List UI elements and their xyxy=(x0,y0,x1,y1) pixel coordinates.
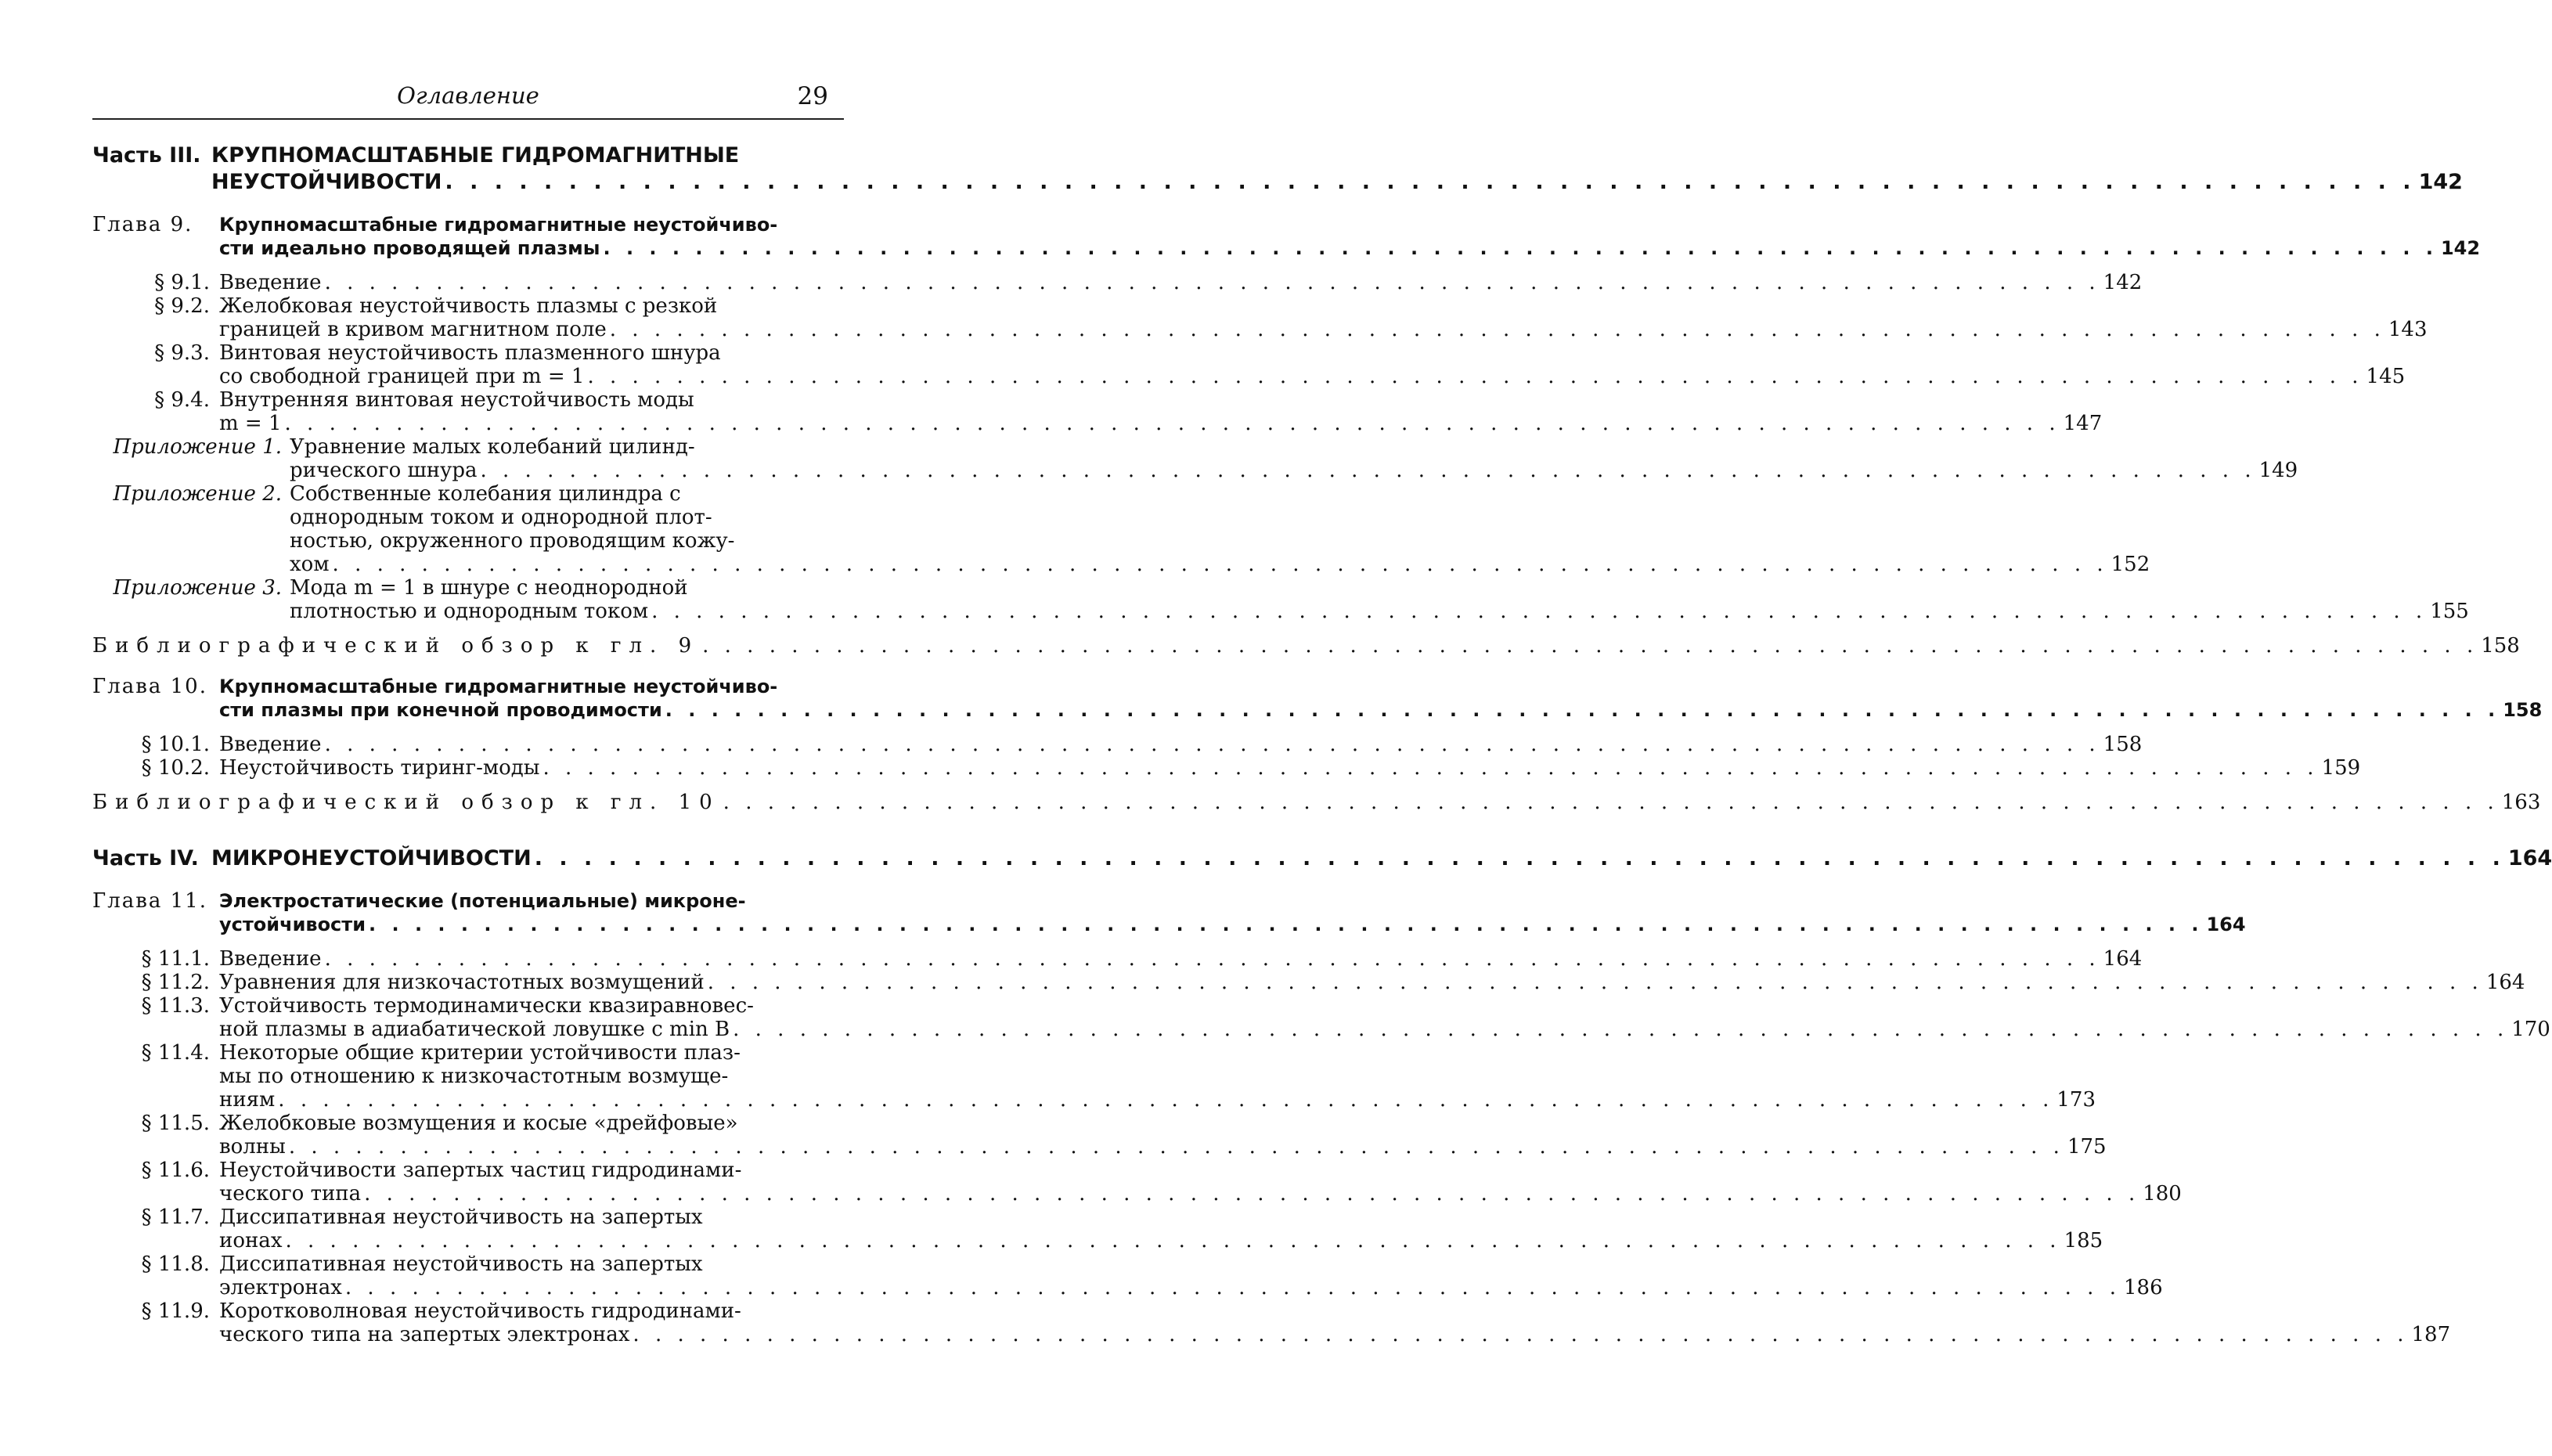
section-title: m = 1 xyxy=(219,412,282,435)
page-header xyxy=(92,82,844,120)
toc-section-10-2[interactable] xyxy=(92,756,2361,780)
section-title: Уравнения для низкочастотных возмущений xyxy=(219,971,705,994)
table-of-contents xyxy=(92,142,2552,1346)
section-title: Диссипативная неустойчивость на запертых xyxy=(219,1252,703,1276)
page-ref: 164 xyxy=(2507,846,2552,870)
running-title: Оглавление xyxy=(397,82,539,109)
bibliography-title: Библиографический обзор к гл. 10 xyxy=(92,791,720,814)
section-title: Диссипативная неустойчивость на запертых xyxy=(219,1206,703,1229)
page-ref: 159 xyxy=(2321,756,2361,780)
chapter-label: Глава 10. xyxy=(92,675,207,698)
section-title: Желобковые возмущения и косые «дрейфовые» xyxy=(219,1112,738,1135)
section-number: § 11.6. xyxy=(141,1159,210,1182)
appendix-label: Приложение 1. xyxy=(113,435,282,459)
toc-chapter-9[interactable] xyxy=(92,213,2481,260)
page-number: 29 xyxy=(797,82,828,110)
section-title: волны xyxy=(219,1135,286,1159)
toc-section-11-7[interactable] xyxy=(92,1206,2103,1252)
section-title: Неустойчивость тиринг-моды xyxy=(219,756,540,780)
toc-bibliography-ch10[interactable] xyxy=(92,791,2541,814)
section-number: § 11.7. xyxy=(141,1206,210,1229)
section-title: Введение xyxy=(219,733,322,756)
section-title: Желобковая неустойчивость плазмы с резкой xyxy=(219,294,718,318)
section-number: § 11.5. xyxy=(141,1112,210,1135)
chapter-label: Глава 9. xyxy=(92,213,193,236)
page-ref: 143 xyxy=(2388,318,2428,341)
page-ref: 164 xyxy=(2103,947,2143,971)
part-title-line: КРУПНОМАСШТАБНЫЕ ГИДРОМАГНИТНЫЕ xyxy=(211,143,740,168)
toc-appendix-2[interactable] xyxy=(92,482,2150,576)
section-title: Неустойчивости запертых частиц гидродинами- xyxy=(219,1159,742,1182)
appendix-title: ностью, окруженного проводящим кожу- xyxy=(290,529,735,553)
section-title: Введение xyxy=(219,271,322,294)
page-ref: 142 xyxy=(2418,170,2463,194)
page-ref: 149 xyxy=(2258,459,2298,482)
toc-section-9-4[interactable] xyxy=(92,388,2103,435)
toc-section-11-6[interactable] xyxy=(92,1159,2182,1206)
section-number: § 11.3. xyxy=(141,994,210,1018)
section-title: границей в кривом магнитном поле xyxy=(219,318,607,341)
section-title: ческого типа xyxy=(219,1182,362,1206)
toc-chapter-10[interactable] xyxy=(92,675,2543,722)
part-title-line: МИКРОНЕУСТОЙЧИВОСТИ xyxy=(211,846,532,870)
page-ref: 170 xyxy=(2511,1018,2550,1041)
chapter-title-line: сти плазмы при конечной проводимости xyxy=(219,699,662,721)
chapter-title-line: Крупномасштабные гидромагнитные неустойчиво- xyxy=(219,214,778,236)
page-ref: 185 xyxy=(2064,1229,2103,1252)
section-title: Внутренняя винтовая неустойчивость моды xyxy=(219,388,694,412)
chapter-title-line: Крупномасштабные гидромагнитные неустойчиво- xyxy=(219,676,778,697)
section-number: § 9.2. xyxy=(154,294,210,318)
section-title: ной плазмы в адиабатической ловушке с min B xyxy=(219,1018,730,1041)
page-ref: 142 xyxy=(2440,237,2481,259)
toc-section-11-8[interactable] xyxy=(92,1252,2163,1299)
page-ref: 158 xyxy=(2103,733,2143,756)
page-ref: 164 xyxy=(2485,971,2525,994)
appendix-title: однородным током и однородной плот- xyxy=(290,506,712,529)
chapter-title-line: Электростатические (потенциальные) микроне- xyxy=(219,890,746,912)
toc-section-9-2[interactable] xyxy=(92,294,2428,341)
appendix-title: рического шнура xyxy=(290,459,478,482)
appendix-title: Собственные колебания цилиндра с xyxy=(290,482,681,506)
section-number: § 10.1. xyxy=(141,733,210,756)
chapter-title-line: устойчивости xyxy=(219,914,366,935)
section-number: § 11.4. xyxy=(141,1041,210,1065)
appendix-title: Уравнение малых колебаний цилинд- xyxy=(290,435,695,459)
section-title: Некоторые общие критерии устойчивости плаз- xyxy=(219,1041,741,1065)
page-ref: 163 xyxy=(2501,791,2541,814)
section-title: Устойчивость термодинамически квазиравновес- xyxy=(219,994,754,1018)
section-title: Винтовая неустойчивость плазменного шнура xyxy=(219,341,721,365)
section-title: ниям xyxy=(219,1088,276,1112)
section-number: § 11.1. xyxy=(141,947,210,971)
part-label: Часть III. xyxy=(92,143,201,168)
section-number: § 9.1. xyxy=(154,271,210,294)
section-number: § 9.3. xyxy=(154,341,210,365)
toc-appendix-1[interactable] xyxy=(92,435,2298,482)
page-ref: 158 xyxy=(2481,634,2520,658)
page-ref: 152 xyxy=(2110,553,2150,576)
section-title: со свободной границей при m = 1 xyxy=(219,365,585,388)
section-number: § 11.8. xyxy=(141,1252,210,1276)
section-title: мы по отношению к низкочастотным возмуще- xyxy=(219,1065,729,1088)
appendix-label: Приложение 3. xyxy=(113,576,282,600)
page-ref: 180 xyxy=(2143,1182,2182,1206)
page-ref: 186 xyxy=(2123,1276,2163,1299)
toc-section-11-3[interactable] xyxy=(92,994,2550,1041)
appendix-label: Приложение 2. xyxy=(113,482,282,506)
page-ref: 155 xyxy=(2430,600,2469,623)
chapter-title-line: сти идеально проводящей плазмы xyxy=(219,237,600,259)
toc-section-11-9[interactable] xyxy=(92,1299,2451,1346)
page-ref: 158 xyxy=(2503,699,2543,721)
toc-section-10-1[interactable] xyxy=(92,733,2143,756)
bibliography-title: Библиографический обзор к гл. 9 xyxy=(92,634,700,658)
toc-part-3[interactable] xyxy=(92,142,2463,196)
page-ref: 147 xyxy=(2063,412,2103,435)
toc-section-11-2[interactable] xyxy=(92,971,2525,994)
header-rule xyxy=(92,118,844,120)
part-label: Часть IV. xyxy=(92,846,199,870)
page-ref: 173 xyxy=(2056,1088,2096,1112)
section-number: § 10.2. xyxy=(141,756,210,780)
toc-bibliography-ch9[interactable] xyxy=(92,634,2520,658)
section-title: ческого типа на запертых электронах xyxy=(219,1323,630,1346)
page-ref: 187 xyxy=(2411,1323,2451,1346)
section-number: § 9.4. xyxy=(154,388,210,412)
toc-section-11-1[interactable] xyxy=(92,947,2143,971)
toc-chapter-11[interactable] xyxy=(92,889,2246,936)
section-title: Введение xyxy=(219,947,322,971)
section-title: ионах xyxy=(219,1229,283,1252)
toc-section-11-4[interactable] xyxy=(92,1041,2096,1112)
toc-section-9-3[interactable] xyxy=(92,341,2406,388)
page-ref: 164 xyxy=(2206,914,2246,935)
appendix-title: плотностью и однородным током xyxy=(290,600,649,623)
toc-appendix-3[interactable] xyxy=(92,576,2469,623)
page-ref: 175 xyxy=(2067,1135,2107,1159)
section-number: § 11.2. xyxy=(141,971,210,994)
page-ref: 145 xyxy=(2366,365,2406,388)
section-number: § 11.9. xyxy=(141,1299,210,1323)
appendix-title: хом xyxy=(290,553,330,576)
section-title: электронах xyxy=(219,1276,342,1299)
page-ref: 142 xyxy=(2103,271,2143,294)
section-title: Коротковолновая неустойчивость гидродинами- xyxy=(219,1299,741,1323)
toc-section-11-5[interactable] xyxy=(92,1112,2107,1159)
part-title-line: НЕУСТОЙЧИВОСТИ xyxy=(211,170,442,194)
toc-section-9-1[interactable] xyxy=(92,271,2143,294)
toc-part-4[interactable] xyxy=(92,845,2552,872)
appendix-title: Мода m = 1 в шнуре с неоднородной xyxy=(290,576,688,600)
chapter-label: Глава 11. xyxy=(92,889,207,913)
